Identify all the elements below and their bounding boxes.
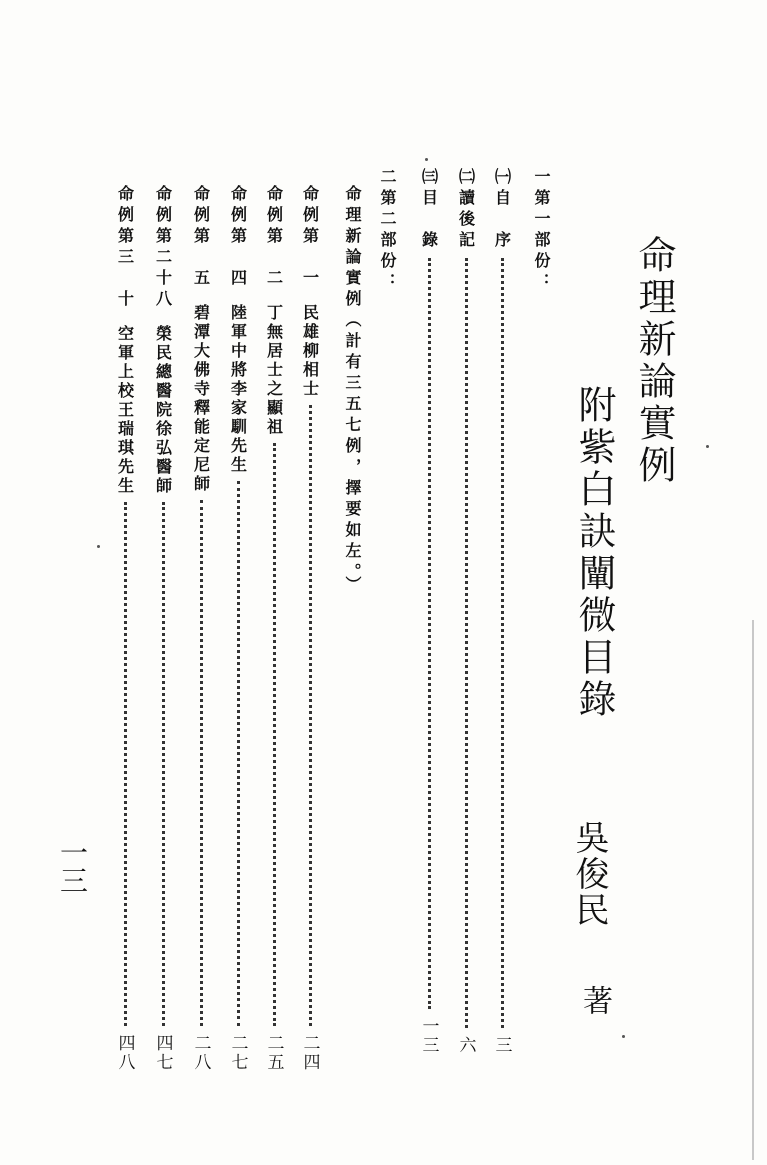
toc-entry-page: 六 (455, 1036, 476, 1055)
toc-entry-label: 命例第 一 (300, 185, 320, 290)
toc-entry-label: ㈠自 序 (492, 168, 512, 252)
scan-speck (97, 545, 100, 548)
toc-entry-subject: 榮民總醫院徐弘醫師 (153, 325, 173, 496)
toc-entry-page: 二五 (263, 1034, 284, 1072)
toc-entry-subject: 碧潭大佛寺釋能定尼師 (191, 304, 211, 494)
author-mark: 著 (577, 985, 612, 1015)
toc-entry-case-1[interactable] (299, 185, 321, 1072)
toc-entry-case-2[interactable] (263, 185, 285, 1072)
leader-dots (309, 405, 312, 1026)
author-name: 吳俊民 (569, 820, 609, 928)
toc-entry-subject: 陸軍中將李家馴先生 (228, 304, 248, 475)
leader-dots (501, 258, 504, 1028)
toc-entry-page: 四七 (152, 1034, 173, 1072)
book-subtitle: 附紫白訣闡微目錄 (572, 385, 616, 721)
page-edge-shadow (752, 620, 754, 1160)
book-title: 命理新論實例 (632, 235, 676, 487)
toc-entry-subject: 丁無居士之顯祖 (264, 304, 284, 437)
scan-speck (706, 445, 709, 448)
toc-entry-page: 四八 (114, 1034, 135, 1072)
toc-entry-page: 一三 (418, 1017, 439, 1055)
toc-entry-case-30[interactable] (114, 185, 136, 1072)
toc-entry-page: 二七 (227, 1034, 248, 1072)
toc-entry-case-28[interactable] (152, 185, 174, 1072)
leader-dots (237, 481, 240, 1026)
toc-entry-preface[interactable] (491, 168, 513, 1055)
toc-entry-label: ㈡讀後記 (456, 168, 476, 252)
toc-entry-case-4[interactable] (227, 185, 249, 1072)
toc-entry-page: 二八 (190, 1034, 211, 1072)
toc-entry-label: 命例第二十八 (153, 185, 173, 311)
toc-entry-label: 命例第 四 (228, 185, 248, 290)
leader-dots (465, 258, 468, 1028)
leader-dots (124, 502, 127, 1026)
leader-dots (200, 500, 203, 1026)
leader-dots (273, 443, 276, 1026)
scan-speck (622, 1035, 625, 1038)
toc-entry-label: 命例第 二 (264, 185, 284, 290)
toc-entry-label: 命例第 五 (191, 185, 211, 290)
section-2-heading: 二第二部份： (378, 168, 397, 294)
toc-entry-case-5[interactable] (190, 185, 212, 1072)
toc-entry-page: 二四 (299, 1034, 320, 1072)
toc-entry-subject: 空軍上校王瑞琪先生 (115, 325, 135, 496)
toc-entry-afterword[interactable] (455, 168, 477, 1055)
page-number: 一三 (56, 838, 89, 894)
leader-dots (428, 258, 431, 1009)
section-1-heading: 一第一部份： (532, 168, 551, 294)
toc-entry-label: ㈢目 錄 (419, 168, 439, 252)
toc-entry-label: 命例第三 十 (115, 185, 135, 311)
toc-entry-page: 三 (491, 1036, 512, 1055)
scan-speck (425, 158, 428, 161)
toc-entry-subject: 民雄柳相士 (300, 304, 320, 399)
toc-entry-contents[interactable] (418, 168, 440, 1055)
part-2-heading: 命理新論實例（計有三五七例，擇要如左。） (343, 185, 362, 597)
leader-dots (162, 502, 165, 1026)
